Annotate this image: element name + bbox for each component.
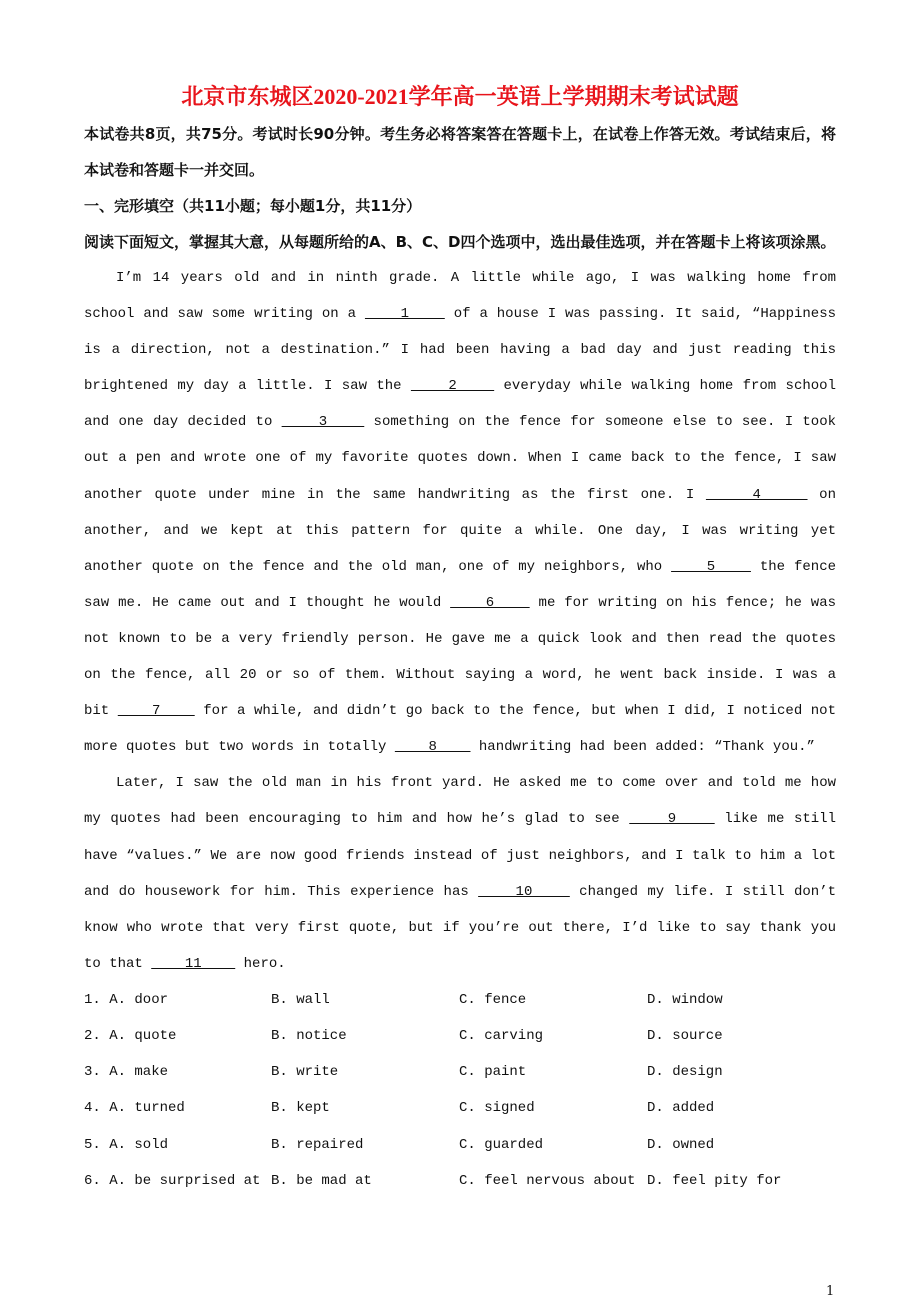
passage-text: me for writing on his fence; he was not known to be a very friendly person. He gave me a quick look and then read the quotes on the fence, all 20 or so of them. Without saying a word, he went back inside. I was a bit [84,594,836,720]
cloze-blank: 2 [410,378,495,395]
cloze-blank: 11 [151,955,236,972]
question-options-row [84,1054,836,1090]
passage-paragraph [84,765,836,982]
cloze-blank: 1 [364,306,445,323]
page-content [84,0,836,1199]
passage-text: for a while, and didn’t go back to the fence, but when I did, I noticed not more quotes but two words in totally [84,703,836,756]
page-number: 1 [826,1284,835,1299]
cloze-blank: 6 [450,594,530,611]
cloze-blank: 9 [629,811,715,828]
cloze-blank: 7 [117,703,195,720]
exam-instructions: 本试卷共8页，共75分。考试时长90分钟。考生务必将答案答在答题卡上，在试卷上作答无效。考试结束后，将本试卷和答题卡一并交回。 [84,125,836,179]
section-heading: 一、完形填空（共11小题；每小题1分，共11分） [84,197,422,215]
passage-paragraph [84,260,836,765]
question-options-row [84,1090,836,1126]
option-c: C. carving [459,1028,544,1045]
option-a: 6. A. be surprised at [84,1172,261,1189]
option-b: B. repaired [271,1136,364,1153]
option-b: B. kept [271,1100,330,1117]
option-d: D. window [647,991,723,1008]
option-c: C. paint [459,1064,527,1081]
option-a: 5. A. sold [84,1136,169,1153]
passage-text: changed my life. I still don’t know who wrote that very first quote, but if you’re out there, I’d like to say thank you to that [84,883,836,972]
question-options-row [84,1163,836,1199]
cloze-blank: 3 [281,414,365,431]
option-a: 3. A. make [84,1064,169,1081]
passage-text: hero. [235,955,286,972]
option-c: C. feel nervous about [459,1172,636,1189]
option-d: D. source [647,1028,723,1045]
option-c: C. guarded [459,1136,544,1153]
option-d: D. feel pity for [647,1172,782,1189]
option-d: D. owned [647,1136,715,1153]
passage-text: Later, I saw the old man in his front yard. He asked me to come over and told me how my quotes had been encouraging to him and how he’s glad to see [84,775,836,828]
question-options-row [84,982,836,1018]
cloze-blank: 8 [394,739,471,756]
option-a: 1. A. door [84,991,169,1008]
passage-text: I’m 14 years old and in ninth grade. A little while ago, I was walking home from school and saw some writing on a [84,270,836,323]
question-options-row [84,1127,836,1163]
answer-options [84,982,836,1199]
page-title: 北京市东城区2020-2021学年高一英语上学期期末考试试题 [181,84,739,109]
passage-text: on another, and we kept at this pattern for quite a while. One day, I was writing yet another quote on the fence and the old man, one of my neighbors, who [84,486,836,575]
cloze-blank: 5 [671,558,751,575]
cloze-blank: 10 [478,883,570,900]
cloze-passage [84,260,836,982]
passage-text: of a house I was passing. It said, “Happiness is a direction, not a destination.” I had been having a bad day and just reading this brightened my day a little. I saw the [84,306,836,395]
option-b: B. wall [271,991,330,1008]
option-b: B. write [271,1064,339,1081]
cloze-blank: 4 [705,486,808,503]
passage-text: handwriting had been added: “Thank you.” [470,739,815,756]
option-a: 2. A. quote [84,1028,177,1045]
option-d: D. design [647,1064,723,1081]
option-a: 4. A. turned [84,1100,185,1117]
option-c: C. signed [459,1100,535,1117]
question-options-row [84,1018,836,1054]
option-c: C. fence [459,991,527,1008]
passage-text: something on the fence for someone else to see. I took out a pen and wrote one of my favorite quotes down. When I came back to the fence, I saw another quote under mine in the same handwriting as the first one. I [84,414,836,503]
section-directions: 阅读下面短文，掌握其大意，从每题所给的A、B、C、D四个选项中，选出最佳选项，并在答题卡上将该项涂黑。 [84,233,836,251]
option-d: D. added [647,1100,715,1117]
option-b: B. be mad at [271,1172,372,1189]
option-b: B. notice [271,1028,347,1045]
passage-text: everyday while walking home from school and one day decided to [84,378,836,431]
passage-text: like me still have “values.” We are now good friends instead of just neighbors, and I talk to him a lot and do housework for him. This experience has [84,811,836,900]
passage-text: the fence saw me. He came out and I thought he would [84,558,836,611]
